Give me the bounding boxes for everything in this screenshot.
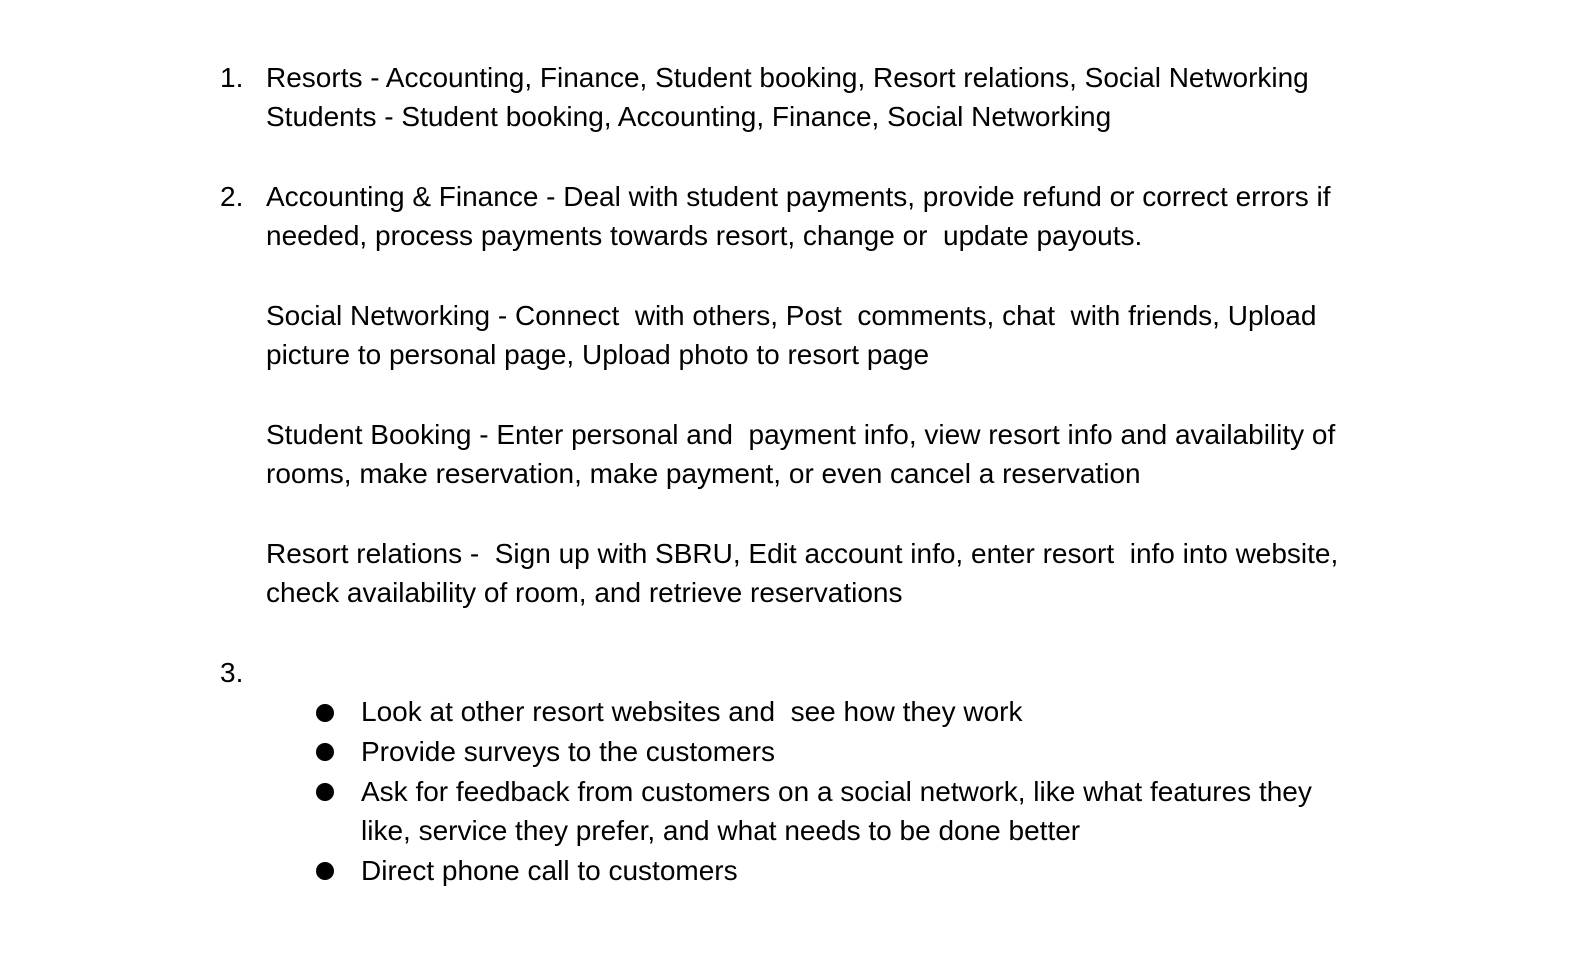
bullet-text: Look at other resort websites and see how they work xyxy=(361,696,1023,727)
bullet-icon xyxy=(316,704,334,722)
list-number: 1. xyxy=(220,62,244,93)
bullet-text: Provide surveys to the customers xyxy=(361,736,775,767)
bullet-text: Direct phone call to customers xyxy=(361,855,738,886)
bullet-icon xyxy=(316,783,334,801)
item-1-line-1: Resorts - Accounting, Finance, Student booking, Resort relations, Social Networking xyxy=(266,62,1309,93)
bullet-text: Ask for feedback from customers on a social network, like what features they xyxy=(361,776,1312,807)
paragraph-line: Student Booking - Enter personal and payment info, view resort info and availability of xyxy=(266,419,1336,450)
paragraph-line: Social Networking - Connect with others, Post comments, chat with friends, Upload xyxy=(266,300,1317,331)
list-number: 3. xyxy=(220,657,244,688)
item-1-line-2: Students - Student booking, Accounting, Finance, Social Networking xyxy=(266,101,1112,132)
paragraph-line: check availability of room, and retrieve reservations xyxy=(266,577,903,608)
paragraph-line: rooms, make reservation, make payment, or even cancel a reservation xyxy=(266,458,1141,489)
bullet-text: like, service they prefer, and what needs to be done better xyxy=(361,815,1081,846)
paragraph-line: picture to personal page, Upload photo to resort page xyxy=(266,339,930,370)
paragraph-line: Resort relations - Sign up with SBRU, Edit account info, enter resort info into website, xyxy=(266,538,1339,569)
list-number: 2. xyxy=(220,181,244,212)
bullet-icon xyxy=(316,743,334,761)
bullet-icon xyxy=(316,862,334,880)
paragraph-line: Accounting & Finance - Deal with student payments, provide refund or correct errors if xyxy=(266,181,1331,212)
paragraph-line: needed, process payments towards resort, change or update payouts. xyxy=(266,220,1143,251)
